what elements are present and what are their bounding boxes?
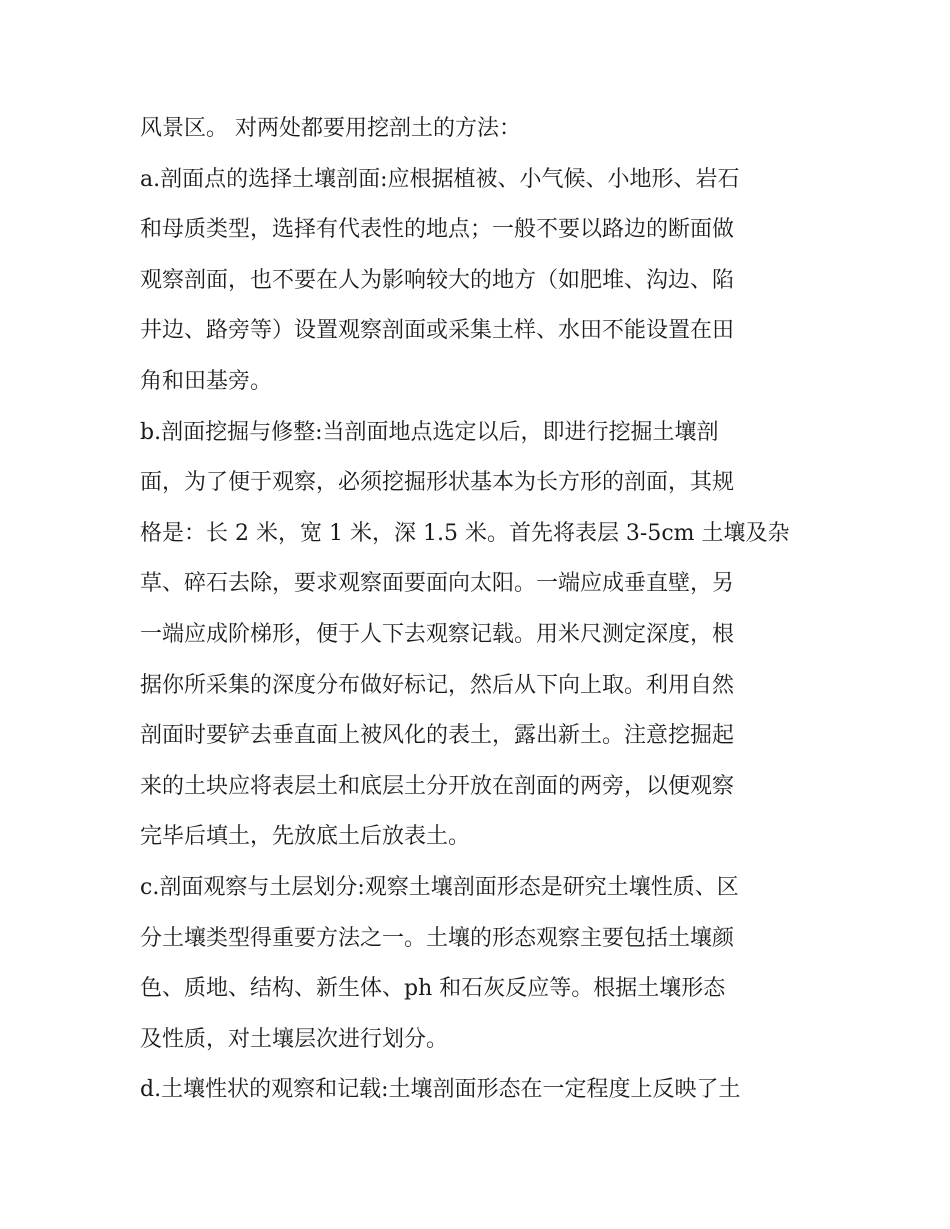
text-line: 角和田基旁。 (140, 369, 273, 394)
text-line: 一端应成阶梯形，便于人下去观察记载。用米尺测定深度，根 (140, 622, 735, 647)
text-line: 剖面时要铲去垂直面上被风化的表土，露出新土。注意挖掘起 (140, 723, 735, 748)
text-line: 分土壤类型得重要方法之一。土壤的形态观察主要包括土壤颜 (140, 926, 735, 951)
text-line: b.剖面挖掘与修整:当剖面地点选定以后，即进行挖掘土壤剖 (140, 420, 719, 445)
text-line: 来的土块应将表层土和底层土分开放在剖面的两旁，以便观察 (140, 774, 735, 799)
text-line: 完毕后填土，先放底土后放表土。 (140, 824, 471, 849)
text-line: a.剖面点的选择土壤剖面:应根据植被、小气候、小地形、岩石 (140, 167, 740, 192)
text-line: c.剖面观察与土层划分:观察土壤剖面形态是研究土壤性质、区 (140, 875, 739, 900)
text-line: 色、质地、结构、新生体、ph 和石灰反应等。根据土壤形态 (140, 976, 726, 1001)
text-line: 据你所采集的深度分布做好标记，然后从下向上取。利用自然 (140, 673, 735, 698)
text-line: d.土壤性状的观察和记载:土壤剖面形态在一定程度上反映了土 (140, 1077, 741, 1102)
text-line: 及性质，对土壤层次进行划分。 (140, 1027, 449, 1052)
text-line: 面，为了便于观察，必须挖掘形状基本为长方形的剖面，其规 (140, 470, 735, 495)
text-line: 和母质类型，选择有代表性的地点；一般不要以路边的断面做 (140, 217, 735, 242)
text-line: 格是：长 2 米，宽 1 米，深 1.5 米。首先将表层 3-5cm 土壤及杂 (140, 521, 790, 546)
text-line: 观察剖面，也不要在人为影响较大的地方（如肥堆、沟边、陷 (140, 268, 735, 293)
text-line: 风景区。 对两处都要用挖剖土的方法： (140, 116, 521, 141)
text-line: 草、碎石去除，要求观察面要面向太阳。一端应成垂直壁，另 (140, 571, 735, 596)
text-line: 井边、路旁等）设置观察剖面或采集土样、水田不能设置在田 (140, 318, 735, 343)
